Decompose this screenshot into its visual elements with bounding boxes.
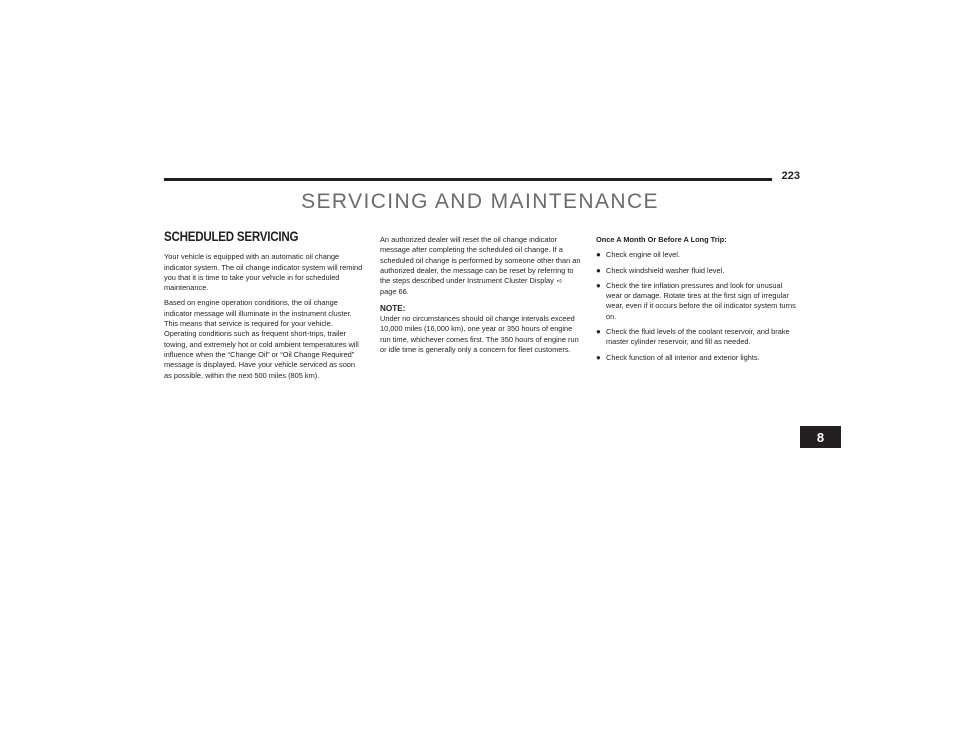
paragraph-indicator-system: Your vehicle is equipped with an automatic oil change indicator system. The oil change indicator system will remind you that it is time to take your vehicle in for scheduled maintenance. xyxy=(164,252,363,293)
page-ref-arrow-icon: ➪ xyxy=(556,278,563,286)
note-label: NOTE: xyxy=(380,303,406,313)
list-item-text: Check windshield washer fluid level. xyxy=(606,265,725,275)
note-text: Under no circumstances should oil change intervals exceed 10,000 miles (16,000 km), one year or 350 hours of engine run time, whichever comes first. The 350 hours of engine run or idle time is generally only a concern for fleet customers. xyxy=(380,314,579,354)
paragraph-dealer-reset xyxy=(380,235,582,298)
column-middle xyxy=(380,235,582,360)
bullet-icon: ● xyxy=(596,352,601,362)
bullet-icon: ● xyxy=(596,250,601,260)
chapter-title: SERVICING AND MAINTENANCE xyxy=(301,190,659,213)
list-item-text: Check function of all interior and exterior lights. xyxy=(606,352,760,362)
header-rule xyxy=(164,178,772,181)
list-item xyxy=(596,281,798,322)
bullet-icon: ● xyxy=(596,265,601,275)
page-number: 223 xyxy=(781,170,800,182)
chapter-tab[interactable]: 8 xyxy=(800,426,841,448)
paragraph-operating-conditions: Based on engine operation conditions, the oil change indicator message will illuminate in the instrument cluster. This means that service is required for your vehicle. Operating conditions such as frequent short-trips, trailer towing, and extremely hot or cold ambient temperatures will influence when the “Change Oil” or “Oil Change Required” message is displayed. Have your vehicle serviced as soon as possible, within the next 500 miles (805 km). xyxy=(164,298,359,380)
checklist xyxy=(596,250,798,363)
column-right xyxy=(596,235,798,368)
list-item xyxy=(596,250,798,260)
bullet-icon: ● xyxy=(596,327,601,337)
list-item xyxy=(596,327,798,348)
column-left xyxy=(164,229,364,386)
list-item xyxy=(596,353,798,363)
checklist-heading: Once A Month Or Before A Long Trip: xyxy=(596,235,727,244)
paragraph-dealer-reset-text: An authorized dealer will reset the oil change indicator message after completing the scheduled oil change. If a scheduled oil change is performed by someone other than an authorized dealer, the message can be reset by referring to the steps described under Instrument Cluster Display xyxy=(380,235,581,286)
bullet-icon: ● xyxy=(596,280,601,290)
section-heading: SCHEDULED SERVICING xyxy=(164,229,299,244)
list-item-text: Check the fluid levels of the coolant reservoir, and brake master cylinder reservoir, and fill as needed. xyxy=(606,327,790,347)
list-item-text: Check the tire inflation pressures and look for unusual wear or damage. Rotate tires at the first sign of irregular wear, even if it occurs before the oil indicator system turns on. xyxy=(606,280,796,321)
page-ref-link[interactable]: page 66. xyxy=(380,287,409,297)
list-item xyxy=(596,266,798,276)
list-item-text: Check engine oil level. xyxy=(606,250,680,260)
